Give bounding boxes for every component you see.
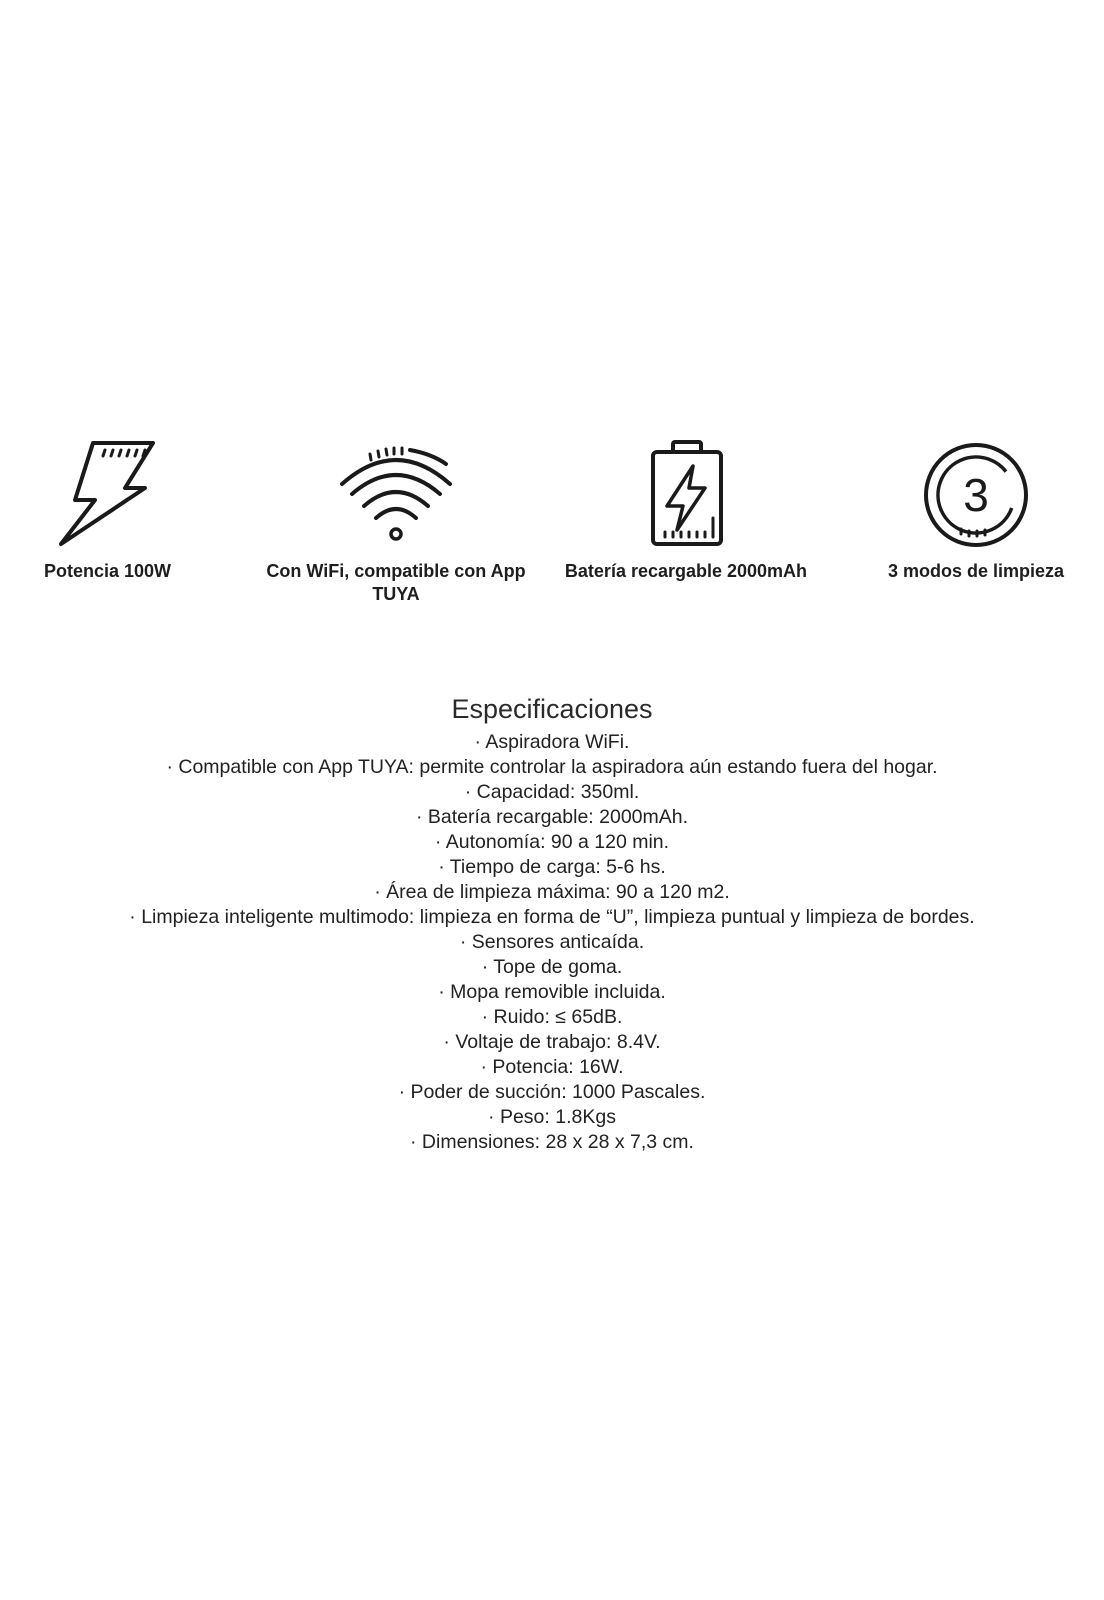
specifications-section	[0, 692, 1104, 1155]
spec-item: · Potencia: 16W.	[480, 1056, 624, 1078]
spec-item: · Dimensiones: 28 x 28 x 7,3 cm.	[410, 1131, 694, 1153]
spec-item: · Batería recargable: 2000mAh.	[415, 806, 689, 828]
feature-wifi	[258, 440, 534, 606]
specifications-list	[0, 730, 1104, 1155]
spec-item: · Peso: 1.8Kgs	[488, 1106, 616, 1128]
spec-item: · Capacidad: 350ml.	[464, 781, 640, 803]
feature-battery	[556, 440, 816, 583]
feature-power-label: Potencia 100W	[43, 561, 172, 581]
spec-item: · Mopa removible incluida.	[438, 981, 666, 1003]
spec-item: · Área de limpieza máxima: 90 a 120 m2.	[374, 881, 730, 903]
specifications-title: Especificaciones	[451, 694, 653, 724]
wifi-icon	[336, 440, 456, 550]
spec-item: · Ruido: ≤ 65dB.	[481, 1006, 623, 1028]
spec-item: · Aspiradora WiFi.	[474, 731, 630, 753]
spec-item: · Limpieza inteligente multimodo: limpieza en forma de “U”, limpieza puntual y limpieza de bordes.	[129, 906, 975, 928]
spec-item: · Sensores anticaída.	[459, 931, 645, 953]
spec-item: · Tiempo de carga: 5-6 hs.	[438, 856, 666, 878]
spec-item: · Compatible con App TUYA: permite controlar la aspiradora aún estando fuera del hogar.	[166, 756, 938, 778]
feature-modes-label: 3 modos de limpieza	[887, 561, 1065, 581]
features-row	[0, 440, 1104, 630]
feature-wifi-label: Con WiFi, compatible con App TUYA	[266, 561, 526, 604]
lightning-icon	[53, 440, 163, 550]
spec-item: · Voltaje de trabajo: 8.4V.	[443, 1031, 661, 1053]
spec-item: · Tope de goma.	[481, 956, 623, 978]
feature-power	[20, 440, 195, 583]
feature-battery-label: Batería recargable 2000mAh	[564, 561, 808, 581]
feature-modes	[866, 440, 1086, 583]
modes-count-text: 3	[963, 469, 989, 521]
spec-item: · Autonomía: 90 a 120 min.	[434, 831, 670, 853]
spec-item: · Poder de succión: 1000 Pascales.	[398, 1081, 706, 1103]
three-modes-icon	[921, 440, 1031, 550]
battery-icon	[631, 440, 741, 550]
